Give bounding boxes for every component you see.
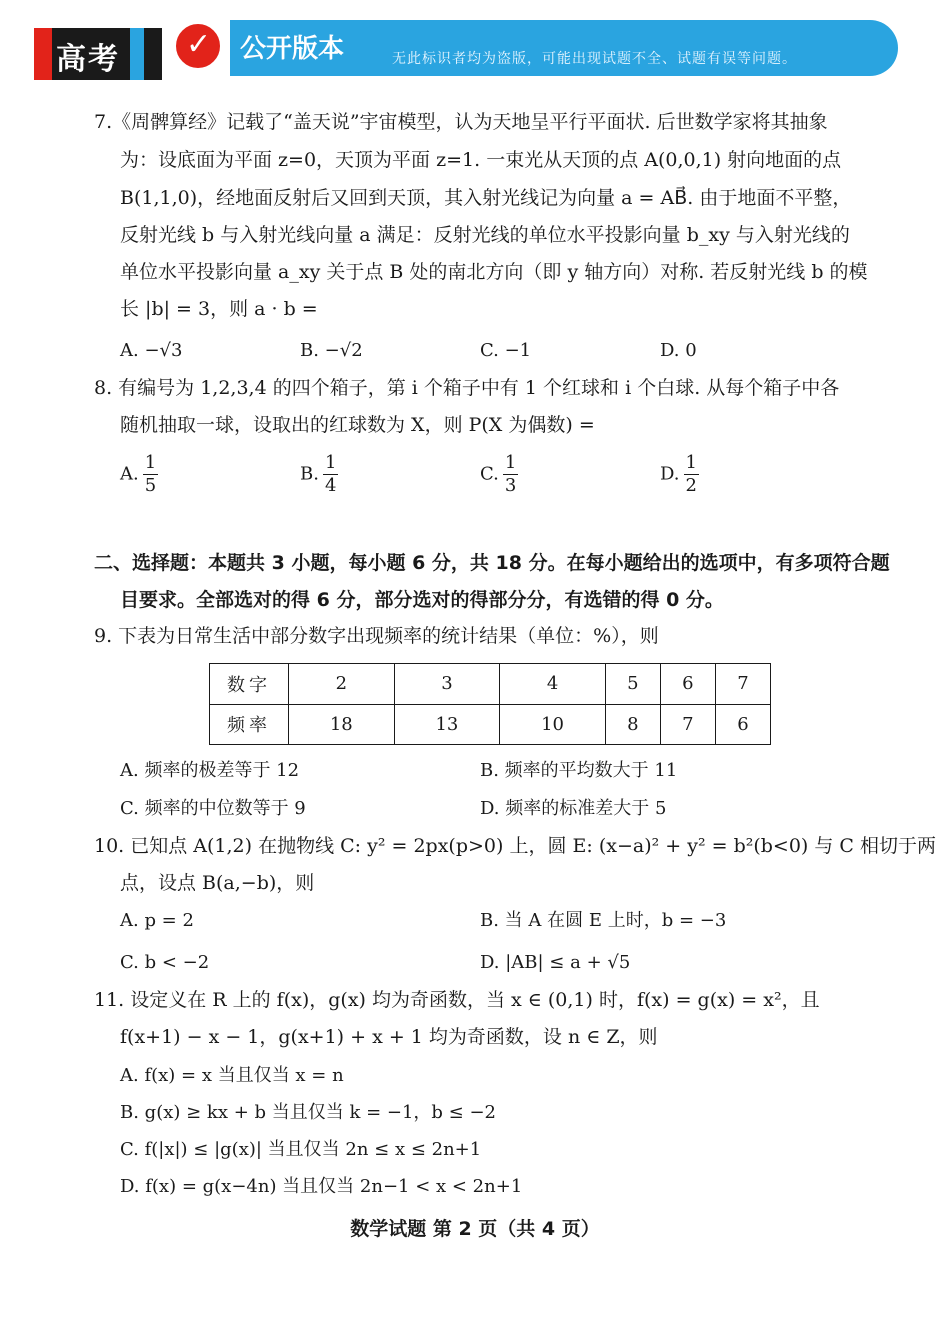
q11-option-b: B. g(x) ≥ kx + b 当且仅当 k = −1，b ≤ −2 [120, 1102, 497, 1123]
table-cell: 6 [715, 704, 770, 745]
q10-line: 10. 已知点 A(1,2) 在抛物线 C: y² = 2px(p>0) 上，圆 E: (x−a)² + y² = b²(b<0) 与 C 相切于两 [94, 835, 937, 857]
q7-line: 反射光线 b 与入射光线向量 a 满足：反射光线的单位水平投影向量 b_xy 与入射光线的 [120, 224, 850, 246]
page-footer: 数学试题 第 2 页（共 4 页） [350, 1218, 600, 1240]
frequency-table [209, 663, 771, 745]
q11-line: 11. 设定义在 R 上的 f(x)，g(x) 均为奇函数，当 x ∈ (0,1) 时，f(x) = g(x) = x²，且 [94, 989, 820, 1011]
q8-option-c: C. $\frac{1}{3}$ [480, 452, 517, 496]
table-cell: 8 [605, 704, 660, 745]
q11-option-d: D. f(x) = g(x−4n) 当且仅当 2n−1 < x < 2n+1 [120, 1176, 523, 1197]
q7-line: 长 |b| = 3，则 a · b = [120, 298, 318, 320]
table-cell: 5 [605, 664, 660, 705]
q10-option-a: A. p = 2 [120, 910, 194, 931]
section-line: 二、选择题：本题共 3 小题，每小题 6 分，共 18 分。在每小题给出的选项中，有多项符合题 [94, 552, 890, 574]
table-cell: 2 [289, 664, 395, 705]
q7-line: 7.《周髀算经》记载了“盖天说”宇宙模型，认为天地呈平行平面状. 后世数学家将其抽象 [94, 111, 828, 133]
q8-line: 随机抽取一球，设取出的红球数为 X，则 P(X 为偶数) = [120, 414, 595, 436]
q9-option-b: B. 频率的平均数大于 11 [480, 760, 678, 781]
table-cell: 18 [289, 704, 395, 745]
q7-line: 单位水平投影向量 a_xy 关于点 B 处的南北方向（即 y 轴方向）对称. 若反射光线 b 的模 [120, 261, 868, 283]
banner-notice: 无此标识者均为盗版，可能出现试题不全、试题有误等问题。 [392, 51, 797, 67]
q8-option-d: D. $\frac{1}{2}$ [660, 452, 697, 496]
section-line: 目要求。全部选对的得 6 分，部分选对的得部分分，有选错的得 0 分。 [120, 589, 724, 611]
header-banner [0, 0, 950, 86]
fraction: $\frac{1}{2}$ [685, 452, 697, 496]
q11-option-c: C. f(|x|) ≤ |g(x)| 当且仅当 2n ≤ x ≤ 2n+1 [120, 1139, 482, 1160]
q8-option-b: B. $\frac{1}{4}$ [300, 452, 337, 496]
fraction: $\frac{1}{5}$ [144, 452, 157, 496]
table-row [210, 664, 771, 705]
q9-stem: 9. 下表为日常生活中部分数字出现频率的统计结果（单位：%），则 [94, 625, 659, 647]
q10-option-c: C. b < −2 [120, 952, 210, 973]
q7-option-d: D. 0 [660, 340, 697, 361]
table-cell: 7 [715, 664, 770, 705]
q11-option-a: A. f(x) = x 当且仅当 x = n [120, 1065, 344, 1086]
q9-option-c: C. 频率的中位数等于 9 [120, 798, 306, 819]
q10-option-b: B. 当 A 在圆 E 上时，b = −3 [480, 910, 727, 931]
q10-option-d: D. |AB| ≤ a + √5 [480, 952, 631, 973]
q8-line: 8. 有编号为 1,2,3,4 的四个箱子，第 i 个箱子中有 1 个红球和 i 个白球. 从每个箱子中各 [94, 377, 840, 399]
table-cell: 4 [500, 664, 606, 705]
table-header-cell: 频率 [210, 704, 289, 745]
table-cell: 7 [660, 704, 715, 745]
table-cell: 10 [500, 704, 606, 745]
table-cell: 6 [660, 664, 715, 705]
brand-logo-text: 高考 [56, 42, 120, 77]
q10-line: 点，设点 B(a,−b)，则 [120, 872, 315, 894]
q8-option-a: A. $\frac{1}{5}$ [120, 452, 157, 496]
q11-line: f(x+1) − x − 1，g(x+1) + x + 1 均为奇函数，设 n ∈ Z，则 [120, 1026, 658, 1048]
q7-option-a: A. −√3 [120, 340, 183, 361]
check-icon: ✓ [172, 20, 224, 72]
q9-option-a: A. 频率的极差等于 12 [120, 760, 300, 781]
banner-title: 公开版本 [240, 34, 345, 64]
table-cell: 3 [394, 664, 500, 705]
table-row [210, 704, 771, 745]
table-cell: 13 [394, 704, 500, 745]
fraction: $\frac{1}{3}$ [504, 452, 517, 496]
q7-option-b: B. −√2 [300, 340, 363, 361]
q7-line: B(1,1,0)，经地面反射后又回到天顶，其入射光线记为向量 a = AB⃗. 由于地面不平整， [120, 187, 852, 209]
brand-logo [34, 28, 162, 80]
table-header-cell: 数字 [210, 664, 289, 705]
fraction: $\frac{1}{4}$ [324, 452, 337, 496]
q7-option-c: C. −1 [480, 340, 532, 361]
q7-line: 为：设底面为平面 z=0，天顶为平面 z=1. 一束光从天顶的点 A(0,0,1) 射向地面的点 [120, 149, 842, 171]
q9-option-d: D. 频率的标准差大于 5 [480, 798, 667, 819]
